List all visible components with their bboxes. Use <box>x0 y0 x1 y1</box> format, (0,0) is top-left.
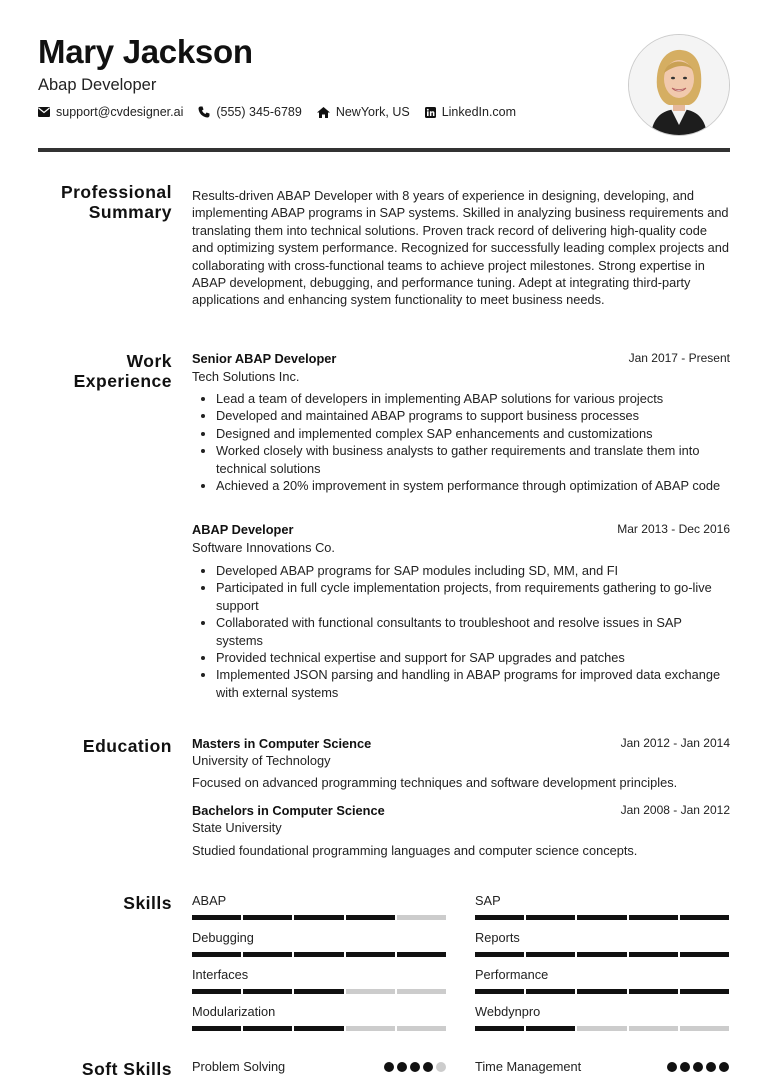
skill-item <box>475 1004 729 1031</box>
phone-icon <box>198 106 210 118</box>
job-bullet: • Implemented JSON parsing and handling in ABAP programs for improved data exchange with external systems <box>216 666 722 701</box>
soft-skill-rating <box>667 1062 729 1072</box>
skill-level-segment <box>243 952 292 957</box>
skill-level-segment <box>680 989 729 994</box>
job-company: Software Innovations Co. <box>192 540 335 555</box>
skill-level-segment <box>243 915 292 920</box>
soft-skills-heading: Soft Skills <box>81 1059 172 1079</box>
soft-skill-rating <box>384 1062 446 1072</box>
skill-item <box>192 930 446 957</box>
soft-skill-item <box>192 1059 446 1074</box>
skill-level-segment <box>629 989 678 994</box>
skill-name: ABAP <box>192 893 227 908</box>
degree-title: Bachelors in Computer Science <box>192 803 385 818</box>
skill-name: Interfaces <box>192 967 249 982</box>
header-divider <box>38 148 730 152</box>
skill-level-segment <box>680 952 729 957</box>
candidate-role: Abap Developer <box>38 76 157 94</box>
candidate-name: Mary Jackson <box>38 33 253 70</box>
skill-level-segment <box>243 989 292 994</box>
rating-dot <box>397 1062 407 1072</box>
skill-level-segment <box>346 915 395 920</box>
contact-email-text: support@cvdesigner.ai <box>56 105 184 119</box>
skill-name: Performance <box>475 967 549 982</box>
education-description: Focused on advanced programming techniques and software development principles. <box>192 775 678 790</box>
skill-item <box>475 967 729 994</box>
rating-dot <box>719 1062 729 1072</box>
summary-heading-line1: Professional <box>60 182 172 202</box>
skill-level-segment <box>397 1026 446 1031</box>
skill-level-segment <box>397 952 446 957</box>
skill-level-bar <box>475 989 729 994</box>
job-bullet: • Collaborated with functional consultants to troubleshoot and resolve issues in SAP systems <box>216 614 722 649</box>
soft-skill-item <box>475 1059 729 1074</box>
education-description: Studied foundational programming languages and computer science concepts. <box>192 843 638 858</box>
summary-text: Results-driven ABAP Developer with 8 years of experience in designing, developing, and implementing ABAP programs in SAP systems. Skilled in analyzing business requirements and translating them into technical solutions. Proven track record of delivering high-quality code and optimizing system performance. Recognized for successfully leading complex projects and collaborating with cross-functional teams to achieve project milestones. Strong expertise in ABAP development, debugging, and performance tuning. Adept at integrating third-party applications and enhancing system functionality to meet business needs. <box>192 188 730 308</box>
skill-level-segment <box>192 952 241 957</box>
skill-name: Webdynpro <box>475 1004 541 1019</box>
skill-level-segment <box>629 915 678 920</box>
experience-heading-line1: Work <box>126 351 172 371</box>
skill-level-bar <box>192 1026 446 1031</box>
skill-level-segment <box>577 952 626 957</box>
skill-level-segment <box>577 989 626 994</box>
job-header <box>192 522 730 537</box>
summary-heading-line2: Summary <box>88 202 172 222</box>
soft-skill-name: Problem Solving <box>192 1059 286 1074</box>
skill-level-segment <box>192 915 241 920</box>
experience-heading-line2: Experience <box>73 371 172 391</box>
home-icon <box>317 107 330 118</box>
skills-heading: Skills <box>123 893 172 913</box>
profile-photo <box>629 35 729 135</box>
contact-phone[interactable] <box>198 105 301 119</box>
experience-heading <box>38 351 172 391</box>
skill-level-segment <box>294 915 343 920</box>
rating-dot <box>693 1062 703 1072</box>
skill-level-bar <box>192 989 446 994</box>
contact-linkedin-text: LinkedIn.com <box>441 105 517 119</box>
skill-level-segment <box>629 952 678 957</box>
contact-linkedin[interactable] <box>425 105 516 119</box>
skill-level-segment <box>526 952 575 957</box>
envelope-icon <box>38 107 50 117</box>
skill-level-segment <box>397 989 446 994</box>
skill-level-segment <box>577 915 626 920</box>
skill-name: Modularization <box>192 1004 276 1019</box>
contact-location <box>317 105 410 119</box>
skill-level-segment <box>526 989 575 994</box>
summary-heading <box>38 182 172 222</box>
education-dates: Jan 2008 - Jan 2012 <box>620 803 730 817</box>
job-dates: Jan 2017 - Present <box>628 351 730 365</box>
rating-dot <box>680 1062 690 1072</box>
education-heading: Education <box>82 736 172 756</box>
contact-location-text: NewYork, US <box>335 105 410 119</box>
job-bullet: • Lead a team of developers in implementing ABAP solutions for various projects <box>216 390 722 407</box>
skill-item <box>475 930 729 957</box>
job-title: ABAP Developer <box>192 522 294 537</box>
job-bullet: • Developed ABAP programs for SAP modules including SD, MM, and FI <box>216 562 722 579</box>
rating-dot <box>667 1062 677 1072</box>
skill-level-segment <box>629 1026 678 1031</box>
degree-title: Masters in Computer Science <box>192 736 372 751</box>
skill-name: SAP <box>475 893 501 908</box>
rating-dot <box>706 1062 716 1072</box>
job-bullets <box>192 562 722 701</box>
skill-level-bar <box>475 1026 729 1031</box>
linkedin-icon <box>425 107 436 118</box>
skill-level-segment <box>346 989 395 994</box>
skill-level-bar <box>475 915 729 920</box>
skill-level-segment <box>475 915 524 920</box>
skill-item <box>475 893 729 920</box>
skill-level-segment <box>294 1026 343 1031</box>
skill-level-bar <box>475 952 729 957</box>
skill-level-segment <box>294 952 343 957</box>
job-dates: Mar 2013 - Dec 2016 <box>617 522 730 536</box>
job-bullet: • Developed and maintained ABAP programs to support business processes <box>216 407 722 424</box>
rating-dot <box>423 1062 433 1072</box>
skill-item <box>192 967 446 994</box>
education-dates: Jan 2012 - Jan 2014 <box>620 736 730 750</box>
education-header <box>192 803 730 818</box>
job-bullet: • Designed and implemented complex SAP enhancements and customizations <box>216 425 722 442</box>
skill-level-segment <box>526 915 575 920</box>
rating-dot <box>384 1062 394 1072</box>
skill-level-segment <box>346 1026 395 1031</box>
skill-level-segment <box>475 989 524 994</box>
education-header <box>192 736 730 751</box>
job-bullet: • Provided technical expertise and support for SAP upgrades and patches <box>216 649 722 666</box>
skill-name: Debugging <box>192 930 254 945</box>
skill-level-segment <box>192 1026 241 1031</box>
skill-item <box>192 1004 446 1031</box>
soft-skill-name: Time Management <box>475 1059 582 1074</box>
skill-item <box>192 893 446 920</box>
skill-level-segment <box>475 1026 524 1031</box>
skill-level-segment <box>397 915 446 920</box>
contact-bar <box>38 105 531 119</box>
skill-level-segment <box>475 952 524 957</box>
job-bullet: • Achieved a 20% improvement in system performance through optimization of ABAP code <box>216 477 722 494</box>
skill-level-segment <box>680 1026 729 1031</box>
school-name: University of Technology <box>192 753 331 768</box>
skill-level-segment <box>680 915 729 920</box>
skill-level-segment <box>346 952 395 957</box>
skill-level-bar <box>192 952 446 957</box>
job-bullets <box>192 390 722 494</box>
rating-dot <box>410 1062 420 1072</box>
rating-dot <box>436 1062 446 1072</box>
skill-level-bar <box>192 915 446 920</box>
avatar <box>628 34 730 136</box>
job-bullet: • Participated in full cycle implementation projects, from requirements gathering to go-live support <box>216 579 722 614</box>
skill-level-segment <box>526 1026 575 1031</box>
skill-name: Reports <box>475 930 520 945</box>
job-title: Senior ABAP Developer <box>192 351 337 366</box>
skill-level-segment <box>243 1026 292 1031</box>
job-bullet: • Worked closely with business analysts to gather requirements and translate them into technical solutions <box>216 442 722 477</box>
contact-phone-text: (555) 345-6789 <box>216 105 302 119</box>
job-header <box>192 351 730 366</box>
contact-email[interactable] <box>38 105 183 119</box>
job-company: Tech Solutions Inc. <box>192 369 300 384</box>
skill-level-segment <box>294 989 343 994</box>
skill-level-segment <box>577 1026 626 1031</box>
school-name: State University <box>192 820 282 835</box>
skill-level-segment <box>192 989 241 994</box>
